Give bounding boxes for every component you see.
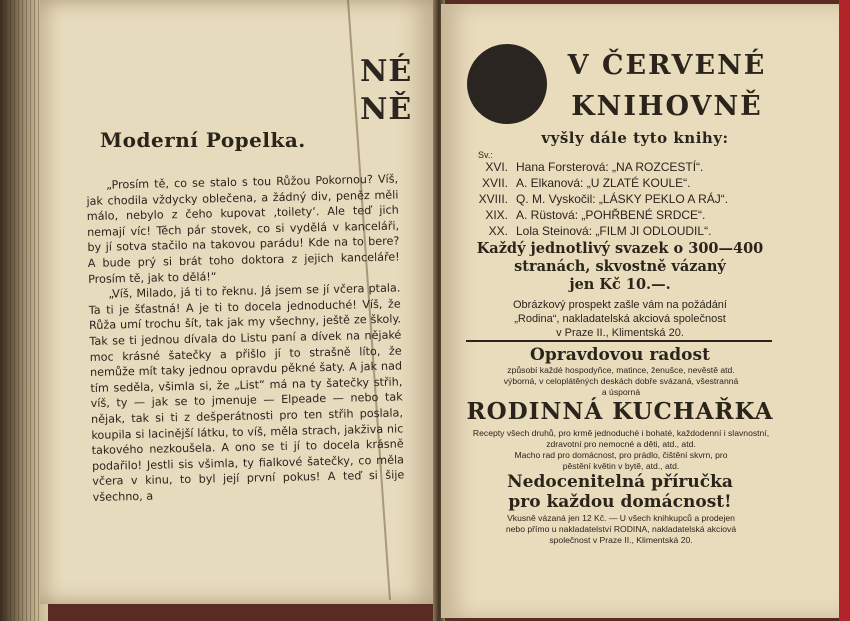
book-title: A. Elkanová: „U ZLATÉ KOULE“. — [516, 176, 691, 190]
volume-label: Sv.: — [478, 150, 493, 160]
book-item — [466, 207, 776, 223]
promo-line: Každý jednotlivý svazek o 300—400 — [476, 240, 764, 257]
book-item — [466, 159, 776, 175]
joy-desc-line: a úsporná — [601, 387, 641, 397]
cookbook-title: RODINNÁ KUCHAŘKA — [466, 398, 774, 425]
book-item — [466, 175, 776, 191]
price-line: společnost v Praze II., Klimentská 20. — [549, 535, 693, 545]
prospect-line: v Praze II., Klimentská 20. — [556, 327, 684, 339]
recipes-line: Recepty všech druhů, pro krmě jednoduché i bohaté, každodenní i slavnostní, zdravotní pro nemocné a děti, atd., atd. — [472, 428, 770, 449]
ad-subheader: vyšly dále tyto knihy: — [541, 129, 729, 147]
joy-description — [466, 365, 776, 398]
book-title: Q. M. Vyskočil: „LÁSKY PEKLO A RÁJ“. — [516, 192, 729, 206]
divider — [466, 340, 772, 342]
prospect-line: Obrázkový prospekt zašle vám na požádání — [512, 299, 727, 311]
book-list — [466, 159, 776, 239]
slogan-line: Nedocenitelná příručka — [507, 472, 733, 492]
bleed-through-text-2: NĚ — [360, 92, 413, 127]
ad-header-line-1: V ČERVENÉ — [567, 50, 767, 81]
black-circle-emblem — [467, 44, 547, 124]
joy-desc-line: způsobí každé hospodyňce, matince, ženušce, nevěstě atd. — [507, 365, 735, 375]
book-number: XVIII. — [478, 192, 508, 206]
slogan — [460, 472, 780, 512]
slogan-line: pro každou domácnost! — [508, 492, 732, 512]
story-paragraph-2: „Víš, Milado, já ti to řeknu. Já jsem se jí včera ptala. Ta ti je šťastná! A je ti to docela jednoduché! Víš, že Růža umí trochu šít, tak jak my všechny, ještě ze školy. Tak se ti jednou dívala do Listu paní a dívek na nějaké moc krásné šatečky a přišlo jí to strašně líto, že nemůže mít taky jednou opravdu pěkné šaty. A jak nad tím seděla, všimla si, že „List“ má na ty šatečky střih, víš, ty — jak se to jmenuje — Elpeade — nebo tak nějak, tak si ti z dešperátnosti pro ten střih poslala, koupila si lacinější látku, to víš, měla strach, jakživa nic takového nezkoušela. A ono se ti jí to docela krásně podařilo! Jestli sis všimla, ty fialkové šatečky, co měla včera v kinu, to byl její první pokus! A teď si šije všechno, a — [88, 281, 405, 504]
book-title: A. Rüstová: „POHŘBENÉ SRDCE“. — [516, 208, 706, 222]
page-edges — [6, 0, 42, 621]
book-item — [466, 191, 776, 207]
recipes-line: pěstění květin v bytě, atd., atd. — [562, 461, 680, 471]
joy-title: Opravdovou radost — [530, 345, 710, 365]
ad-header-line-2: KNIHOVNĚ — [571, 91, 763, 122]
prospect-text — [460, 298, 780, 340]
red-cover-edge — [839, 0, 850, 621]
recipes-line: Macho rad pro domácnost, pro prádlo, čištění skvrn, pro — [514, 450, 728, 460]
promo-line: jen Kč 10.—. — [569, 276, 671, 293]
bleed-through-text-1: NÉ — [360, 54, 413, 89]
story-body — [86, 171, 405, 505]
price-info — [466, 513, 776, 546]
recipes-description — [466, 428, 776, 472]
book-number: XIX. — [485, 208, 508, 222]
book-number: XVI. — [485, 160, 508, 174]
book-number: XVII. — [481, 176, 508, 190]
book-title: Hana Forsterová: „NA ROZCESTÍ“. — [516, 160, 704, 174]
price-line: nebo přímo u nakladatelství RODINA, nakladatelská akciová — [505, 524, 737, 534]
promo-text — [460, 240, 780, 294]
promo-line: stranách, skvostně vázaný — [514, 258, 726, 275]
joy-desc-line: výborná, v celoplátěných deskách dobře svázaná, všestranná — [503, 376, 739, 386]
book-item — [466, 223, 776, 239]
price-line: Vkusně vázaná jen 12 Kč. — U všech knihkupců a prodejen — [507, 513, 735, 523]
prospect-line: „Rodina“, nakladatelská akciová společnost — [514, 313, 726, 325]
story-title: Moderní Popelka. — [100, 128, 306, 152]
book-number: XX. — [488, 224, 508, 238]
book-title: Lola Steinová: „FILM JI ODLOUDIL“. — [516, 224, 712, 238]
story-paragraph-1: „Prosím tě, co se stalo s tou Růžou Pokornou? Víš, jak chodila vždycky oblečena, a žádný div, peněz měli málo, nebylo z čeho kupovat ‚toilety‘. Ale teď jich nemají víc! Těch pár stovek, co si vydělá v kanceláři, by jí sotva stačilo na takovou parádu! Kde na to bere? A bude prý si brát toho doktora z jejich kanceláře! Prosím tě, jak to dělá!“ — [86, 172, 400, 286]
